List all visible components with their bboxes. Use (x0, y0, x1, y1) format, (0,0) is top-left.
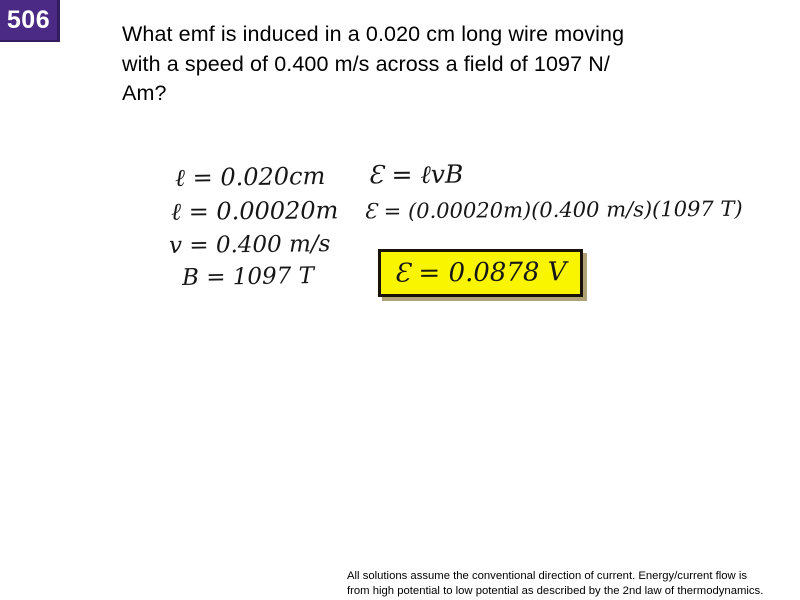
given-length-m: ℓ = 0.00020m (170, 196, 339, 226)
given-length-cm: ℓ = 0.020cm (174, 161, 326, 193)
question-line-1: What emf is induced in a 0.020 cm long wire moving (122, 22, 625, 46)
equation-substitution: Ɛ = (0.00020m)(0.400 m/s)(1097 T) (363, 196, 743, 224)
problem-number-badge (0, 0, 60, 42)
question-text (122, 20, 722, 109)
given-field: B = 1097 T (181, 262, 315, 292)
answer-box (378, 249, 583, 297)
footer-line-1: All solutions assume the conventional direction of current. Energy/current flow is (347, 570, 747, 582)
footer-note (347, 569, 792, 598)
question-line-3: Am? (122, 81, 167, 105)
answer-value: Ɛ = 0.0878 V (394, 257, 567, 289)
question-line-2: with a speed of 0.400 m/s across a field of 1097 N/ (122, 51, 610, 76)
footer-line-2: from high potential to low potential as described by the 2nd law of thermodynamics. (347, 584, 764, 597)
equation-formula: Ɛ = ℓvB (367, 159, 464, 190)
problem-number: 506 (6, 5, 51, 34)
given-velocity: v = 0.400 m/s (168, 231, 331, 259)
